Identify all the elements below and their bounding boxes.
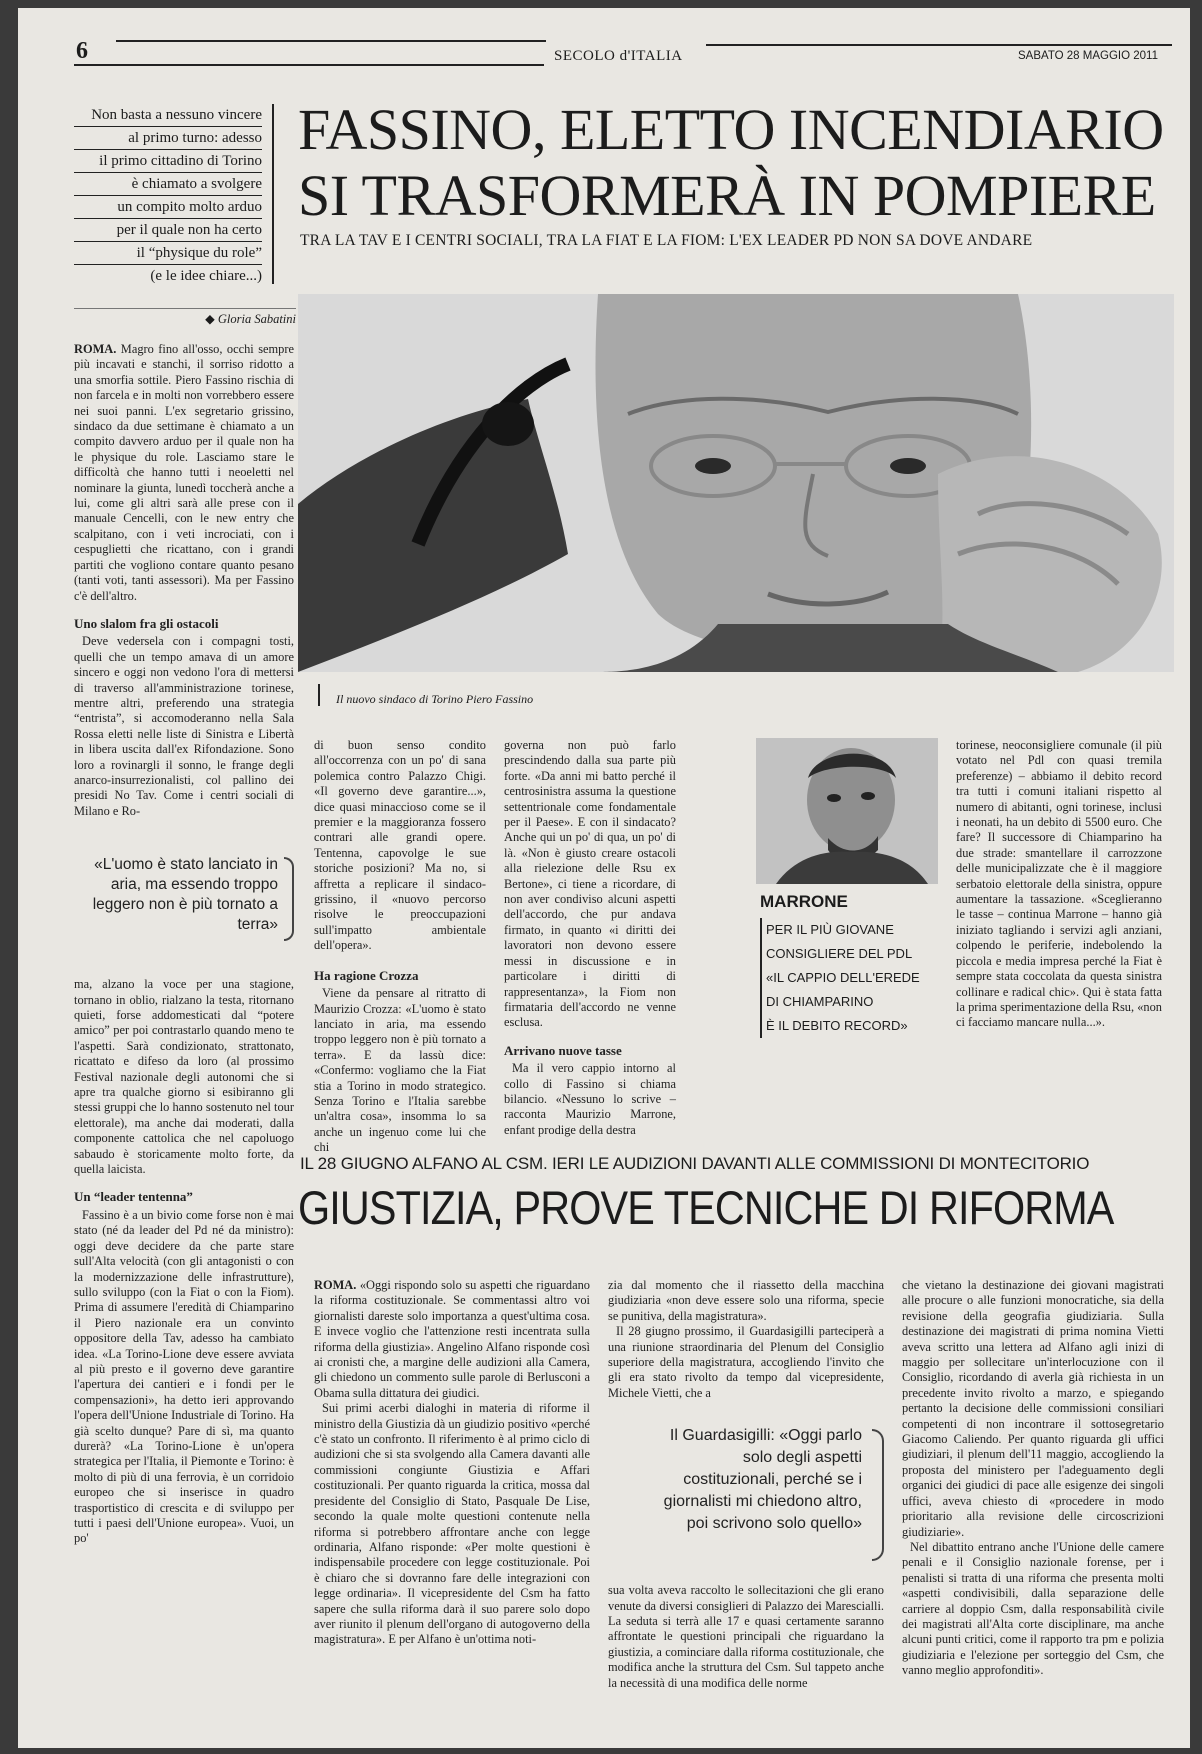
second-article-col-1 bbox=[314, 1278, 590, 1740]
pull-quote-guardasigilli-text: Il Guardasigilli: «Oggi parlo solo degli aspetti costituzionali, perché se i giornalisti mi chiedono altro, poi scrivono solo quello» bbox=[663, 1427, 862, 1533]
lead-line: il primo cittadino di Torino bbox=[74, 150, 262, 173]
col-1-paragraph-2: Deve vedersela con i compagni tosti, quelli che un tempo amava di un amore sincero e oggi non vedono l'ora di mettersi di traverso all'amministrazione torinese, mentre altri, preferendo una strategia “entrista”, si accomoderanno nella Sala Rossa eletti nelle liste di Sinistra e Libertà in libera uscita dall'ex Rifondazione. Sono loro a rovinargli il sonno, le frange degli anarco-insurrezionalisti, col pallino dei presidi No Tav. Come i centri sociali di Milano e Ro- bbox=[74, 634, 294, 818]
dateline: ROMA. bbox=[74, 342, 117, 356]
newspaper-page bbox=[18, 8, 1190, 1748]
col-4-paragraph-1: torinese, neoconsigliere comunale (il più votato nel Pdl con quasi tremila preferenze) – abbiamo il debito record tra tutti i comuni italiani rispetto al numero di abitanti, ogni torinese, inclusi i neonati, ha un debito di 5500 euro. Che fare? Il successore di Chiamparino ha due strade: smantellare il carrozzone delle municipalizzate che è il maggiore serbatoio elettorale della sinistra, oppure aumentare la tassazione. «Sceglieranno le tasse – continua Marrone – hanno già iniziato tagliando i servizi agli anziani, colpendo le periferie, indebolendo la piccola e media impresa perché la Fiat è sempre stata coccolata da questa sinistra collinare e radical chic». Qui è stata fatta la prima sperimentazione della Rsu, «non ci facciamo mancare nulla...». bbox=[956, 738, 1162, 1030]
sidebar-caption-line: PER IL PIÙ GIOVANE bbox=[766, 922, 894, 937]
sidebar-name: MARRONE bbox=[760, 892, 848, 911]
main-article-col-2 bbox=[314, 738, 486, 1155]
marrone-photo bbox=[756, 738, 938, 884]
publication-name: SECOLO d'ITALIA bbox=[554, 48, 683, 64]
second-col-1-text: «Oggi rispondo solo su aspetti che riguardano la riforma costituzionale. Se commentassi altro voi giornalisti dareste solo importanza a quest'ultima cosa. E invece voglio che l'attenzione resti incentrata sulla riforma della giustizia». Angelino Alfano risponde così ai cronisti che, a margine delle audizioni alla Camera, gli chiedono un commento sulle parole di Berlusconi a Obama sulla dittatura dei giudici. bbox=[314, 1278, 590, 1400]
main-article-col-4 bbox=[956, 738, 1162, 1090]
second-col-3-paragraph-1: che vietano la destinazione dei giovani magistrati alle procure o alle funzioni monocratiche, sia della revisione della geografia giudiziaria. Sulla destinazione dei magistrati di prima nomina Vietti aveva scritto una lettera ad Alfano agli inizi di maggio per sollecitare un'interlocuzione con il Consiglio, ricordando di averla già richiesta in un precedente invito rivolto a marzo, e spiegando pertanto la decisione delle commissioni consiliari competenti di non incontrare il sottosegretario Giacomo Caliendo. Per quanto riguarda gli uffici giudiziari, il plenum dell'11 maggio, accogliendo la proposta del ministero per l'adeguamento degli organici dei giudici di pace alle esigenze dei singoli uffici, aveva chiesto di «procedere in modo prioritario alla revisione delle circoscrizioni giudiziarie». bbox=[902, 1278, 1164, 1539]
sidebar-caption-line: CONSIGLIERE DEL PDL bbox=[766, 946, 913, 961]
main-article-col-1 bbox=[74, 342, 294, 1740]
second-col-2-paragraph-2: Il 28 giugno prossimo, il Guardasigilli parteciperà a una riunione straordinaria del Plenum del Consiglio superiore della magistratura, accogliendo l'invito che gli era stato rivolto da tempo dal vicepresidente, Michele Vietti, che a bbox=[608, 1324, 884, 1400]
second-col-1-paragraph-2: Sui primi acerbi dialoghi in materia di riforme il ministro della Giustizia dà un giudizio positivo «perché c'è stato un confronto. Il riferimento è al primo ciclo di audizioni che si sta svolgendo alla Camera davanti alle commissioni congiunte Giustizia e Affari costituzionali. Per quanto riguarda la critica, mossa dal presidente del Consiglio di Stato, Pasquale De Lise, secondo la quale molte questioni contenute nella riforma si potrebbero affrontare anche con legge ordinaria, Alfano risponde: «Per molte questioni è indispensabile procedere con legge costituzionale. Poi è chiaro che si dovranno fare delle integrazioni con legge ordinaria». Il vicepresidente del Csm ha fatto sapere che sulla riforma darà il suo parere solo dopo aver riunito il plenum dell'organo di autogoverno della magistratura». E per Alfano è un'ottima noti- bbox=[314, 1401, 590, 1647]
lead-line: per il quale non ha certo bbox=[74, 219, 262, 242]
second-article-col-3 bbox=[902, 1278, 1164, 1740]
col-1-paragraph-3: ma, alzano la voce per una stagione, tornano in oblio, rialzano la testa, ritornano quieti, forse addomesticati dal “potere amico” per poi contrastarlo quando meno te l'aspetti. Sarà condizionato, strattonato, ricattato e difeso da loro (al prossimo Festival nazionale degli autonomi che si apre tra qualche giorno si esibiranno gli stessi gruppi che lo hanno sostenuto nel tour elettorale), ma anche dai moderati, dalla componente cattolica che nel capoluogo sabaudo è storicamente molto forte, da quella laicista. bbox=[74, 977, 294, 1177]
marrone-portrait bbox=[756, 738, 938, 884]
lead-line: un compito molto arduo bbox=[74, 196, 262, 219]
col-3-paragraph-2: Ma il vero cappio intorno al collo di Fassino si chiama bilancio. «Nessuno lo scrive – racconta Maurizio Marrone, enfant prodige della destra bbox=[504, 1061, 676, 1137]
headline-line1: FASSINO, ELETTO INCENDIARIO bbox=[298, 97, 1164, 162]
second-col-1-paragraph-1 bbox=[314, 1278, 590, 1401]
subheadline: TRA LA TAV E I CENTRI SOCIALI, TRA LA FIAT E LA FIOM: L'EX LEADER PD NON SA DOVE ANDARE bbox=[300, 232, 1033, 249]
second-article-headline: GIUSTIZIA, PROVE TECNICHE DI RIFORMA bbox=[298, 1181, 1114, 1234]
col-1-intro bbox=[74, 342, 294, 604]
sidebar-caption-line: È IL DEBITO RECORD» bbox=[766, 1018, 908, 1033]
headline-line2: SI TRASFORMERÀ IN POMPIERE bbox=[298, 163, 1156, 228]
col-3-paragraph-1: governa non può farlo prescindendo dalla sua parte più forte. «Da anni mi batto perché il centrosinistra assuma la questione settentrionale come fondamentale per il Paese». E con il sindacato? Anche qui un po' di qua, un po' di là. «Non è giusto creare ostacoli alla rielezione delle Rsu ex Bertone», ci tiene a ricordare, di non aver condiviso alcuni aspetti dell'accordo, che pur andava firmato, in quanto «i diritti dei lavoratori non devono essere messi in discussione e in particolare i diritti di rappresentanza», la Fiom non firmataria dell'accordo ne venne esclusa. bbox=[504, 738, 676, 1030]
second-col-2-paragraph-3: sua volta aveva raccolto le sollecitazioni che gli erano venute da diversi consiglieri di Palazzo dei Marescialli. La seduta si terrà alle 17 e quasi certamente saranno affrontate le questioni principali che riguardano la giustizia, a cominciare dalla riforma costituzionale, che modifica anche la struttura del Csm. Sul tappeto anche la necessità di una modifica delle norme bbox=[608, 1583, 884, 1690]
lead-line: è chiamato a svolgere bbox=[74, 173, 262, 196]
main-photo bbox=[298, 294, 1174, 672]
page-number: 6 bbox=[76, 38, 88, 64]
subhead-crozza: Ha ragione Crozza bbox=[314, 967, 419, 983]
col-2-paragraph-2: Viene da pensare al ritratto di Maurizio Crozza: «L'uomo è stato lanciato in aria, ma essendo troppo leggero non è più tornato a terra». E da lassù dice: «Confermo: vogliamo che la Fiat stia a Torino in modo strategico. Senza Torino e l'Italia sarebbe un'altra cosa», insomma lo sa anche un ingenuo come lui che chi bbox=[314, 986, 486, 1155]
byline-diamond-icon: ◆ bbox=[205, 312, 218, 326]
masthead-rule-left bbox=[74, 64, 544, 66]
sidebar-caption-line: DI CHIAMPARINO bbox=[766, 994, 874, 1009]
lead-line: il “physique du role” bbox=[74, 242, 262, 265]
main-article-col-3 bbox=[504, 738, 676, 1137]
lead-box bbox=[74, 104, 274, 284]
second-article-kicker: IL 28 GIUGNO ALFANO AL CSM. IERI LE AUDIZIONI DAVANTI ALLE COMMISSIONI DI MONTECITORIO bbox=[300, 1154, 1090, 1173]
lead-line: al primo turno: adesso bbox=[74, 127, 262, 150]
second-col-3-paragraph-2: Nel dibattito entrano anche l'Unione delle camere penali e il Consiglio nazionale forense, per i penalisti si tratta di una riforma che presenta molti «aspetti condivisibili, dalla separazione delle carriere al doppio Csm, dalla responsabilità civile dei magistrati all'Alta corte disciplinare, ma anche alcuni punti critici, come il rapporto tra pm e polizia giudiziaria e l'elezione per sorteggio del Csm, che vanno meglio approfonditi». bbox=[902, 1539, 1164, 1678]
second-article-col-2 bbox=[608, 1278, 884, 1740]
sidebar-caption-line: «IL CAPPIO DELL'EREDE bbox=[766, 970, 920, 985]
lead-line: (e le idee chiare...) bbox=[150, 268, 262, 284]
portrait-illustration bbox=[298, 294, 1174, 672]
subhead-tasse: Arrivano nuove tasse bbox=[504, 1042, 622, 1058]
second-col-2-paragraph-1: zia dal momento che il riassetto della macchina giudiziaria «non deve essere solo una riforma, specie se punitiva, della magistratura». bbox=[608, 1278, 884, 1323]
col-1-intro-text: Magro fino all'osso, occhi sempre più incavati e stanchi, il sorriso ridotto a una smorfia sottile. Piero Fassino rischia di non farcela e in molti non vorrebbero essere nei suoi panni. L'ex segretario grissino, sindaco da due settimane è chiamato a un compito davvero arduo per il quale non ha le physique du role. Lasciamo stare le difficoltà che hanno tutti i neoeletti nel nominare la giunta, lunedì toccherà anche a lui, come gli altri sarà alle prese con il manuale Cencelli, con le new entry che scalpitano, con i veti incrociati, con i cespuglietti che ricattano, con i grandi partiti che vogliono contare quanto pesano (tanti voti, tanti assessori). Ma per Fassino c'è dell'altro. bbox=[74, 342, 294, 603]
pull-quote-guardasigilli bbox=[608, 1425, 884, 1565]
sidebar-caption bbox=[760, 918, 938, 1038]
masthead-rule-top bbox=[116, 40, 546, 42]
quote-bracket bbox=[284, 857, 294, 941]
byline bbox=[74, 308, 296, 327]
caption-bar bbox=[318, 684, 320, 706]
subhead-leader: Un “leader tentenna” bbox=[74, 1189, 193, 1205]
pull-quote-crozza bbox=[74, 855, 294, 941]
author-name: Gloria Sabatini bbox=[217, 312, 296, 326]
lead-line: Non basta a nessuno vincere bbox=[74, 104, 262, 127]
photo-caption: Il nuovo sindaco di Torino Piero Fassino bbox=[336, 692, 534, 706]
masthead-rule-right bbox=[706, 44, 1172, 46]
col-2-paragraph-1: di buon senso condito all'occorrenza con un po' di sana polemica contro Palazzo Chigi. «Il governo deve garantire...», dice quasi minaccioso come se il premier e la maggioranza fossero contrari alle grandi opere. Tentenna, capovolge le sue storiche posizioni? Ma no, si affretta a replicare il sindaco-grissino, il «nuovo percorso risolve le preoccupazioni sull'impatto ambientale dell'opera». bbox=[314, 738, 486, 953]
quote-bracket-2 bbox=[872, 1429, 884, 1561]
subhead-slalom: Uno slalom fra gli ostacoli bbox=[74, 615, 219, 631]
issue-date: SABATO 28 MAGGIO 2011 bbox=[1018, 50, 1158, 62]
pull-quote-text: «L'uomo è stato lanciato in aria, ma essendo troppo leggero non è più tornato a terra» bbox=[92, 856, 278, 934]
col-1-paragraph-4: Fassino è a un bivio come forse non è mai stato (né da leader del Pd né da ministro): oggi deve decidere da che parte stare sull'Alta velocità (con gli antagonisti o con la modernizzazione delle infrastrutture), sullo sviluppo (con la Fiat o con la Fiom). Prima di assumere l'eredità di Chiamparino il Piero nazionale era un convinto oppositore della Tav, adesso ha cambiato idea. «La Torino-Lione deve essere avviata al più presto e il governo deve garantire l'apertura dei cantieri e i fondi per le compensazioni», ha detto ieri approvando l'opera dell'Unione Industriale di Torino. Ha già scelto dunque? Pare di sì, ma quanto durerà? «La Torino-Lione è un'opera strategica per l'Italia, il Piemonte e Torino: è molto di più di una ferrovia, è un corridoio europeo che si inserisce in quadro trasportistico di crescita e di sviluppo per tutti i paesi dell'Unione europea». Vuoi, un po' bbox=[74, 1207, 294, 1546]
second-dateline: ROMA. bbox=[314, 1278, 357, 1292]
